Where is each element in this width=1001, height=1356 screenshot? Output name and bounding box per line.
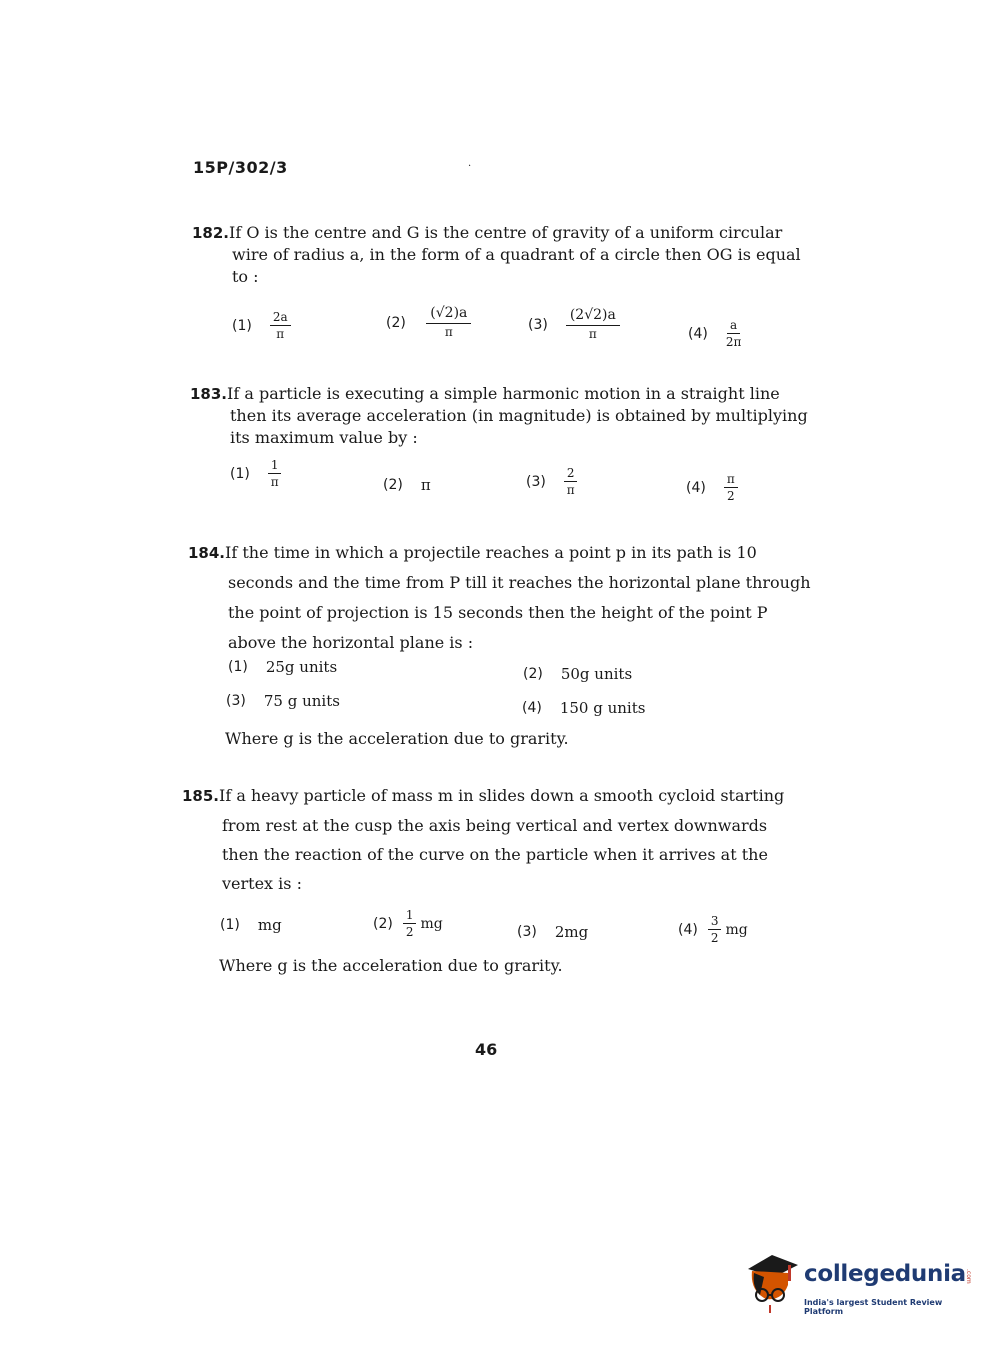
fraction: $\frac{\pi}{2}$ — [724, 472, 738, 503]
option-182-3[interactable] — [528, 308, 620, 341]
fraction: $\frac{a}{2\pi}$ — [725, 318, 742, 349]
option-label: (3) — [528, 316, 548, 333]
option-184-1[interactable] — [228, 658, 337, 676]
question-number: 183. — [190, 385, 228, 403]
fraction: $\frac{2a}{\pi}$ — [270, 310, 291, 341]
fraction-unit: mg — [725, 921, 748, 938]
option-text: 75 g units — [263, 692, 340, 710]
option-183-2[interactable] — [383, 476, 431, 494]
page-number: 46 — [475, 1040, 498, 1059]
question-182 — [192, 222, 801, 288]
question-line: to : — [232, 267, 259, 286]
option-184-4[interactable] — [522, 699, 645, 717]
question-line: then its average acceleration (in magnitude) is obtained by multiplying — [230, 406, 808, 425]
question-line: the point of projection is 15 seconds then the height of the point P — [228, 603, 768, 622]
option-text: 2mg — [554, 923, 589, 941]
option-183-1[interactable] — [230, 458, 281, 489]
option-label: (4) — [686, 479, 706, 496]
option-text: 25g units — [265, 658, 338, 676]
brand-tagline: India's largest Student Review Platform — [804, 1298, 943, 1316]
option-label: (4) — [678, 921, 698, 938]
option-182-1[interactable] — [232, 310, 291, 341]
question-line: wire of radius a, in the form of a quadrant of a circle then OG is equal — [232, 245, 801, 264]
fraction: $\frac{3}{2}$ — [708, 914, 722, 945]
question-line: If O is the centre and G is the centre of gravity of a uniform circular — [229, 223, 783, 242]
question-line: vertex is : — [222, 874, 302, 893]
option-185-2[interactable] — [373, 908, 443, 939]
question-line: from rest at the cusp the axis being vertical and vertex downwards — [222, 816, 768, 835]
option-label: (3) — [226, 693, 246, 709]
fraction-unit: mg — [420, 915, 443, 932]
option-183-3[interactable] — [526, 466, 577, 497]
fraction: $\frac{(2√2)a}{\pi}$ — [566, 308, 620, 341]
question-number: 182. — [192, 224, 230, 242]
option-182-4[interactable] — [688, 318, 741, 349]
option-184-2[interactable] — [523, 665, 632, 683]
question-line: above the horizontal plane is : — [228, 633, 474, 652]
question-line: If a particle is executing a simple harmonic motion in a straight line — [227, 384, 780, 403]
paper-code: 15P/302/3 — [193, 158, 288, 177]
option-185-1[interactable] — [220, 916, 282, 934]
option-label: (3) — [517, 924, 537, 940]
question-185 — [182, 781, 784, 898]
note-text: Where g is the acceleration due to grarity. — [219, 956, 563, 975]
fraction: $\frac{2}{\pi}$ — [564, 466, 578, 497]
option-label: (2) — [383, 477, 403, 493]
option-text: mg — [257, 916, 282, 934]
question-line: then the reaction of the curve on the particle when it arrives at the — [222, 845, 768, 864]
question-183 — [190, 383, 808, 449]
option-label: (1) — [228, 659, 248, 675]
question-line: its maximum value by : — [230, 428, 418, 447]
option-text: 150 g units — [559, 699, 646, 717]
option-label: (2) — [386, 314, 406, 331]
fraction: $\frac{1}{2}$ — [403, 908, 417, 939]
option-185-3[interactable] — [517, 923, 588, 941]
option-label: (1) — [230, 465, 250, 482]
option-label: (4) — [688, 325, 708, 342]
question-184 — [188, 538, 811, 658]
option-label: (3) — [526, 473, 546, 490]
stray-mark: . — [468, 158, 472, 169]
option-182-2[interactable] — [386, 306, 474, 339]
option-label: (1) — [232, 317, 252, 334]
fraction: $\frac{1}{\pi}$ — [268, 458, 282, 489]
question-number: 185. — [182, 787, 220, 805]
mascot-icon — [742, 1247, 802, 1317]
option-text: π — [420, 476, 431, 494]
option-185-4[interactable] — [678, 914, 748, 945]
brand-name: collegedunia — [804, 1261, 966, 1287]
collegedunia-watermark — [742, 1255, 972, 1325]
option-text: 50g units — [560, 665, 633, 683]
option-label: (2) — [373, 915, 393, 932]
option-label: (1) — [220, 917, 240, 933]
option-label: (4) — [522, 700, 542, 716]
note-text: Where g is the acceleration due to grarity. — [225, 729, 569, 748]
option-184-3[interactable] — [226, 692, 340, 710]
question-line: seconds and the time from P till it reaches the horizontal plane through — [228, 573, 811, 592]
brand-suffix: .com — [965, 1269, 972, 1284]
option-label: (2) — [523, 666, 543, 682]
fraction: $\frac{(√2)a}{\pi}$ — [424, 306, 474, 339]
question-line: If a heavy particle of mass m in slides down a smooth cycloid starting — [219, 786, 785, 805]
option-183-4[interactable] — [686, 472, 738, 503]
question-line: If the time in which a projectile reaches a point p in its path is 10 — [225, 543, 757, 562]
question-number: 184. — [188, 544, 226, 562]
